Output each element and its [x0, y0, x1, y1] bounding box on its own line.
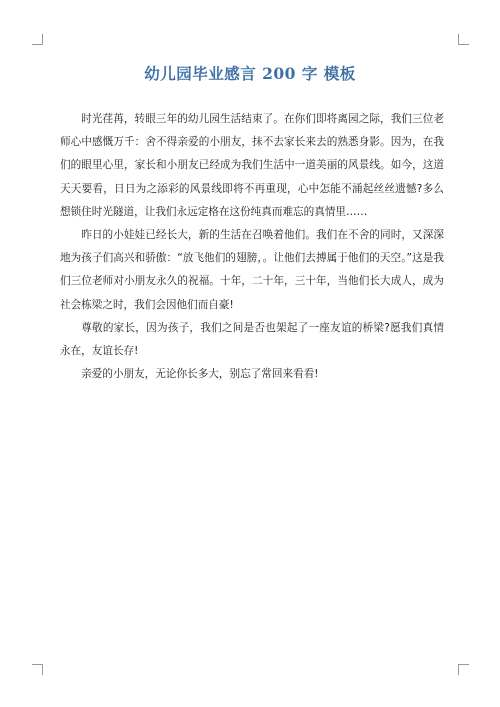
- crop-mark-bottom-left: [32, 664, 43, 675]
- paragraph-2: 昨日的小娃娃已经长大，新的生活在召唤着他们。我们在不舍的同时，又深深地为孩子们高兴和骄傲：“放飞他们的翅膀，。让他们去搏属于他们的天空。”这是我们三位老师对小朋友永久的祝福。十年，二十年，三十年，当他们长大成人，成为社会栋梁之时，我们会因他们而自豪!: [60, 229, 444, 311]
- paragraph-3: 尊敬的家长，因为孩子，我们之间是否也架起了一座友谊的桥梁?愿我们真情永在，友谊长存!: [60, 321, 444, 358]
- paragraph-4: 亲爱的小朋友，无论你长多大，别忘了常回来看看!: [81, 368, 319, 381]
- document-body: [60, 108, 444, 386]
- crop-mark-top-left: [32, 34, 43, 45]
- document-title: 幼儿园毕业感言 200 字 模板: [144, 64, 356, 83]
- paragraph-1: 时光荏苒，转眼三年的幼儿园生活结束了。在你们即将离园之际，我们三位老师心中感慨万千：舍不得亲爱的小朋友，抹不去家长来去的熟悉身影。因为，在我们的眼里心里，家长和小朋友已经成为我们生活中一道美丽的风景线。如今，这道天天要看，日日为之添彩的风景线即将不再重现，心中怎能不涌起丝丝遗憾?多么想锁住时光隧道，让我们永远定格在这份纯真而难忘的真情里……: [60, 113, 444, 218]
- crop-mark-bottom-right: [458, 664, 469, 675]
- crop-mark-top-right: [458, 34, 469, 45]
